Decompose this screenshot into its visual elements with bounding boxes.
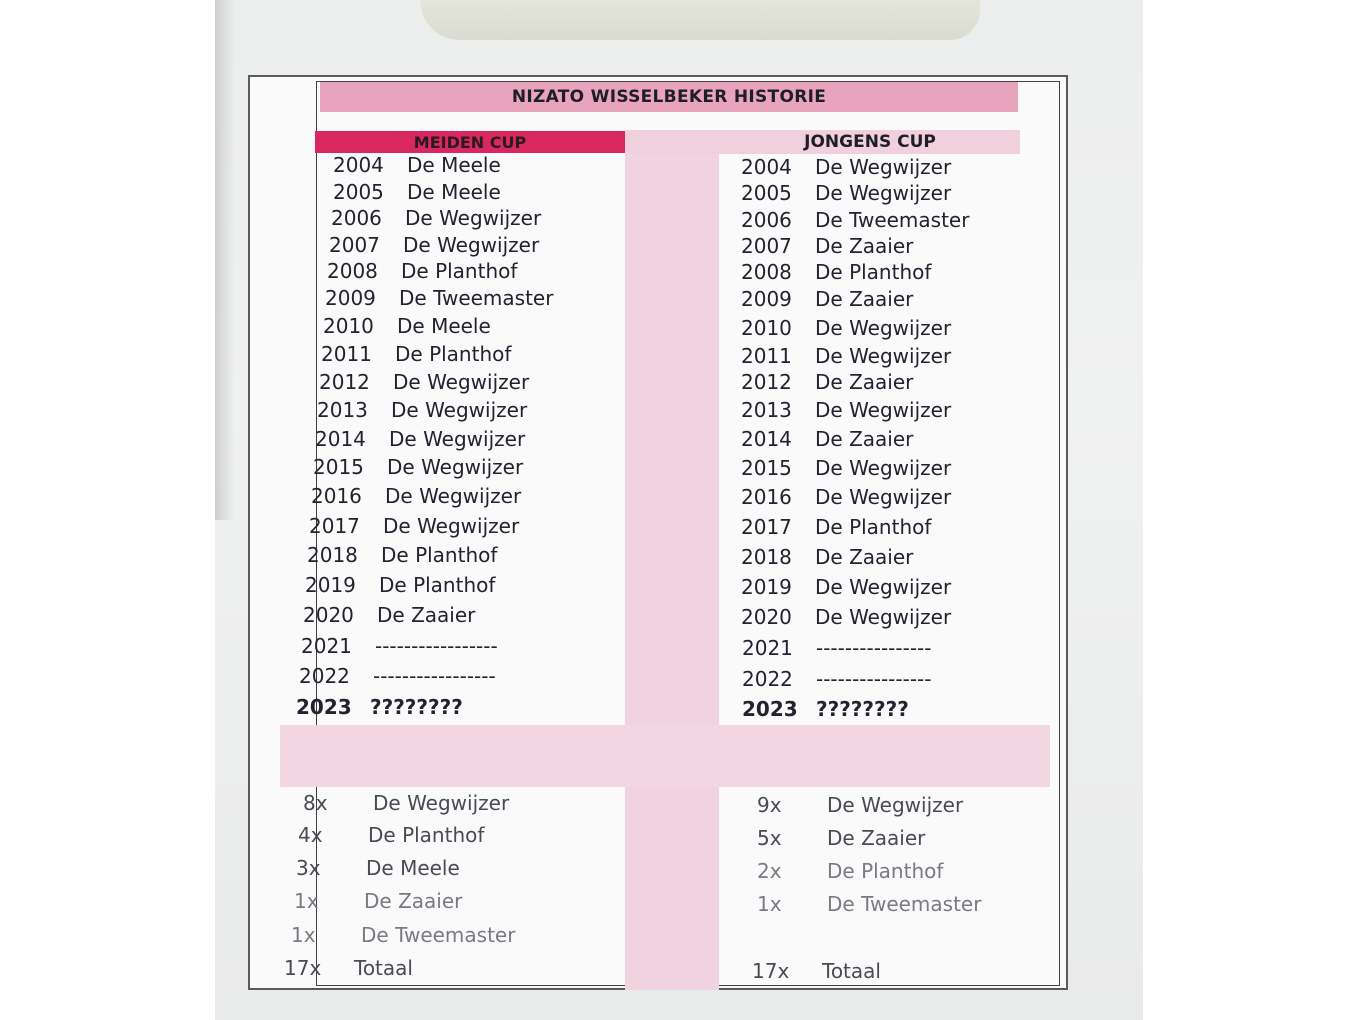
winner: De Tweemaster: [399, 286, 554, 310]
history-row: [741, 344, 951, 368]
year: 2005: [741, 181, 792, 205]
year: 2004: [333, 153, 384, 177]
winner: ????????: [370, 695, 463, 719]
history-row: [311, 484, 521, 508]
win-count: 8x: [303, 791, 328, 815]
win-count: 17x: [284, 956, 322, 980]
win-count: 2x: [757, 859, 782, 883]
year: 2006: [331, 206, 382, 230]
winner: De Wegwijzer: [383, 514, 520, 538]
win-count: 3x: [296, 856, 321, 880]
team-name: De Meele: [366, 856, 460, 880]
history-row: [301, 634, 498, 658]
summary-row: [757, 892, 981, 916]
year: 2016: [741, 485, 792, 509]
year: 2007: [329, 233, 380, 257]
win-count: 17x: [752, 959, 790, 983]
history-row: [741, 515, 931, 539]
summary-row: [291, 923, 515, 947]
separator-band: [280, 725, 1050, 787]
history-row: [741, 545, 913, 569]
winner: De Wegwijzer: [391, 398, 528, 422]
winner: De Planthof: [815, 515, 932, 539]
year: 2019: [305, 573, 356, 597]
winner: De Wegwijzer: [815, 181, 952, 205]
winner: De Wegwijzer: [815, 155, 952, 179]
year: 2021: [301, 634, 352, 658]
year: 2006: [741, 208, 792, 232]
year: 2014: [315, 427, 366, 451]
history-row: [333, 180, 501, 204]
winner: De Wegwijzer: [815, 316, 952, 340]
history-row: [321, 342, 511, 366]
winner: De Wegwijzer: [815, 456, 952, 480]
win-count: 1x: [294, 889, 319, 913]
winner: De Wegwijzer: [405, 206, 542, 230]
winner: De Wegwijzer: [815, 575, 952, 599]
history-row: [296, 695, 463, 719]
page-title: NIZATO WISSELBEKER HISTORIE: [320, 82, 1018, 112]
winner: De Wegwijzer: [815, 605, 952, 629]
summary-row: [757, 793, 963, 817]
winner: -----------------: [375, 634, 498, 658]
winner: De Wegwijzer: [393, 370, 530, 394]
winner: ----------------: [816, 636, 932, 660]
team-name: Totaal: [354, 956, 413, 980]
team-name: De Planthof: [827, 859, 944, 883]
year: 2012: [319, 370, 370, 394]
year: 2023: [296, 695, 352, 719]
history-row: [333, 153, 501, 177]
history-row: [741, 181, 951, 205]
history-row: [741, 370, 913, 394]
win-count: 9x: [757, 793, 782, 817]
year: 2008: [741, 260, 792, 284]
year: 2018: [307, 543, 358, 567]
history-row: [319, 370, 529, 394]
history-row: [741, 605, 951, 629]
summary-row: [294, 889, 462, 913]
history-row: [329, 233, 539, 257]
winner: De Wegwijzer: [385, 484, 522, 508]
summary-row: [284, 956, 413, 980]
winner: De Zaaier: [815, 234, 914, 258]
team-name: De Zaaier: [364, 889, 463, 913]
history-row: [741, 234, 913, 258]
year: 2022: [299, 664, 350, 688]
winner: -----------------: [373, 664, 496, 688]
history-row: [741, 287, 913, 311]
winner: ????????: [816, 697, 909, 721]
history-row: [299, 664, 496, 688]
summary-row: [298, 823, 484, 847]
history-row: [307, 543, 497, 567]
history-row: [325, 286, 553, 310]
history-row: [741, 575, 951, 599]
year: 2016: [311, 484, 362, 508]
history-row: [741, 427, 913, 451]
winner: De Meele: [397, 314, 491, 338]
winner: De Wegwijzer: [389, 427, 526, 451]
history-row: [305, 573, 495, 597]
winner: De Wegwijzer: [815, 344, 952, 368]
summary-row: [752, 959, 881, 983]
winner: De Wegwijzer: [387, 455, 524, 479]
winner: De Meele: [407, 180, 501, 204]
year: 2021: [742, 636, 793, 660]
winner: De Planthof: [401, 259, 518, 283]
year: 2009: [741, 287, 792, 311]
history-row: [317, 398, 527, 422]
history-row: [742, 697, 909, 721]
winner: De Zaaier: [815, 427, 914, 451]
team-name: Totaal: [822, 959, 881, 983]
year: 2013: [741, 398, 792, 422]
winner: De Zaaier: [377, 603, 476, 627]
year: 2005: [333, 180, 384, 204]
winner: ----------------: [816, 667, 932, 691]
winner: De Wegwijzer: [815, 398, 952, 422]
year: 2011: [741, 344, 792, 368]
winner: De Planthof: [815, 260, 932, 284]
history-row: [315, 427, 525, 451]
history-row: [741, 260, 931, 284]
year: 2013: [317, 398, 368, 422]
history-row: [303, 603, 475, 627]
team-name: De Planthof: [368, 823, 485, 847]
center-divider-stripe: [625, 130, 719, 990]
year: 2015: [313, 455, 364, 479]
win-count: 5x: [757, 826, 782, 850]
history-row: [742, 667, 931, 691]
winner: De Wegwijzer: [403, 233, 540, 257]
win-count: 4x: [298, 823, 323, 847]
year: 2019: [741, 575, 792, 599]
year: 2015: [741, 456, 792, 480]
history-row: [742, 636, 931, 660]
history-row: [741, 485, 951, 509]
winner: De Planthof: [381, 543, 498, 567]
year: 2017: [309, 514, 360, 538]
tape-strip: [420, 0, 980, 40]
year: 2010: [323, 314, 374, 338]
year: 2018: [741, 545, 792, 569]
winner: De Zaaier: [815, 545, 914, 569]
history-row: [741, 155, 951, 179]
winner: De Zaaier: [815, 287, 914, 311]
boys-cup-header: JONGENS CUP: [804, 132, 936, 152]
team-name: De Wegwijzer: [827, 793, 964, 817]
summary-row: [757, 859, 943, 883]
win-count: 1x: [757, 892, 782, 916]
history-row: [741, 316, 951, 340]
team-name: De Zaaier: [827, 826, 926, 850]
winner: De Planthof: [395, 342, 512, 366]
history-row: [323, 314, 491, 338]
year: 2017: [741, 515, 792, 539]
year: 2020: [303, 603, 354, 627]
year: 2023: [742, 697, 798, 721]
year: 2020: [741, 605, 792, 629]
year: 2011: [321, 342, 372, 366]
winner: De Tweemaster: [815, 208, 970, 232]
winner: De Planthof: [379, 573, 496, 597]
summary-row: [757, 826, 925, 850]
history-row: [313, 455, 523, 479]
team-name: De Tweemaster: [361, 923, 516, 947]
year: 2008: [327, 259, 378, 283]
history-row: [327, 259, 517, 283]
summary-row: [296, 856, 460, 880]
year: 2014: [741, 427, 792, 451]
year: 2007: [741, 234, 792, 258]
winner: De Wegwijzer: [815, 485, 952, 509]
shadow-edge: [215, 0, 235, 520]
summary-row: [303, 791, 509, 815]
history-row: [309, 514, 519, 538]
girls-cup-header: MEIDEN CUP: [315, 131, 625, 153]
winner: De Meele: [407, 153, 501, 177]
win-count: 1x: [291, 923, 316, 947]
history-row: [741, 398, 951, 422]
year: 2022: [742, 667, 793, 691]
year: 2004: [741, 155, 792, 179]
team-name: De Wegwijzer: [373, 791, 510, 815]
year: 2012: [741, 370, 792, 394]
team-name: De Tweemaster: [827, 892, 982, 916]
history-row: [741, 208, 969, 232]
history-row: [741, 456, 951, 480]
year: 2009: [325, 286, 376, 310]
winner: De Zaaier: [815, 370, 914, 394]
year: 2010: [741, 316, 792, 340]
history-row: [331, 206, 541, 230]
